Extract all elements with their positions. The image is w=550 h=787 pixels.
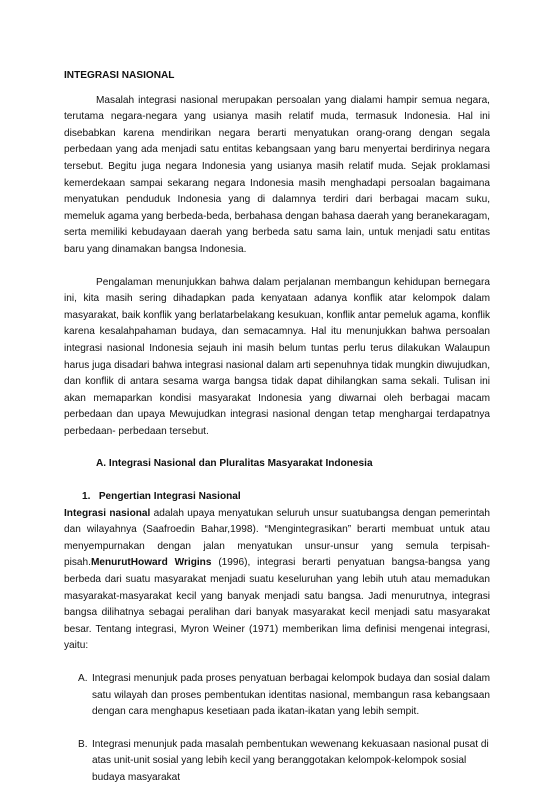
list-item-text: Integrasi menunjuk pada masalah pembentukan wewenang kekuasaan nasional pusat di atas unit-unit sosial yang lebih kecil yang beranggotakan kelompok-kelompok sosial budaya masyarakat bbox=[92, 738, 489, 783]
definition-text-2: (1996), integrasi berarti penyatuan bangsa-bangsa yang berbeda dari suatu masyarakat menjadi suatu keseluruhan yang lebih utuh atau memadukan masyarakat-masyarakat kecil yang banyak menjadi satu bangsa. Jadi menurutnya, integrasi bangsa dilihatnya sebagai peralihan dari banyak masyarakat kecil menjadi satu masyarakat besar. Tentang integrasi, Myron Weiner (1971) memberikan lima definisi mengenai integrasi, yaitu: bbox=[64, 557, 490, 652]
paragraph-spacer bbox=[64, 259, 490, 275]
paragraph-definition bbox=[64, 506, 490, 655]
definition-text-1: adalah upaya menyatukan seluruh unsur suatubangsa dengan pemerintah dan wilayahnya (Saafroedin Bahar,1998). “Mengintegrasikan” berarti membuat untuk atau menyempurnakan dengan jalan menyatukan unsur-unsur yang semula terpisah-pisah. bbox=[64, 507, 491, 569]
paragraph-spacer bbox=[64, 721, 490, 737]
list-marker: A. bbox=[78, 673, 88, 684]
subsection-title: Pengertian Integrasi Nasional bbox=[98, 491, 241, 503]
list-item bbox=[64, 671, 490, 721]
subsection-number: 1. bbox=[82, 491, 91, 503]
list-item-text: Integrasi menunjuk pada proses penyatuan berbagai kelompok budaya dan sosial dalam satu wilayah dan proses pembentukan identitas nasional, membangun rasa kebangsaan dengan cara menghapus kesetiaan pada ikatan-ikatan yang lebih sempit. bbox=[92, 673, 490, 718]
paragraph-spacer bbox=[64, 440, 490, 456]
list-item bbox=[64, 737, 490, 787]
document-title: INTEGRASI NASIONAL bbox=[64, 70, 175, 81]
paragraph-experience: Pengalaman menunjukkan bahwa dalam perjalanan membangun kehidupan bernegara ini, kita masih sering dihadapkan pada kenyataan adanya konflik atar kelompok dalam masyarakat, baik konflik yang berlatarbelakang kesukuan, konflik antar pemeluk agama, konflik karena kesalahpahaman budaya, dan semacamnya. Hal itu menunjukkan bahwa persoalan integrasi nasional Indonesia sejauh ini masih belum tuntas perlu terus dilakukan Walaupun harus juga disadari bahwa integrasi nasional dalam arti sepenuhnya tidak mungkin diwujudkan, dan konflik di antara sesama warga bangsa tidak dapat dihilangkan sama sekali. Tulisan ini akan memaparkan kondisi masyarakat Indonesia yang diwarnai oleh berbagai macam perbedaan dan upaya Mewujudkan integrasi nasional dengan tetap menghargai terdapatnya perbedaan- perbedaan tersebut. bbox=[64, 276, 490, 437]
paragraph-spacer bbox=[64, 655, 490, 671]
section-heading-a: A. Integrasi Nasional dan Pluralitas Masyarakat Indonesia bbox=[96, 458, 373, 470]
subsection-heading-1 bbox=[64, 489, 490, 506]
paragraph-intro: Masalah integrasi nasional merupakan persoalan yang dialami hampir semua negara, terutama negara-negara yang usianya masih relatif muda, termasuk Indonesia. Hal ini disebabkan karena mendirikan negara berarti menyatukan orang-orang dengan segala perbedaan yang ada menjadi satu entitas kebangsaan yang baru menyertai berdirinya negara tersebut. Begitu juga negara Indonesia yang usianya masih relatif muda. Sejak proklamasi kemerdekaan sampai sekarang negara Indonesia masih menghadapi persoalan bagaimana menyatukan penduduk Indonesia yang di dalamnya terdiri dari berbagai macam suku, memeluk agama yang berbeda-beda, berbahasa dengan bahasa daerah yang beranekaragam, serta memiliki kebudayaan daerah yang berbeda satu sama lain, untuk menjadi satu entitas baru yang dinamakan bangsa Indonesia. bbox=[64, 94, 490, 255]
term-integrasi-nasional: Integrasi nasional bbox=[64, 507, 151, 519]
author-name-wrigins: MenurutHoward Wrigins bbox=[90, 557, 212, 569]
paragraph-spacer bbox=[64, 473, 490, 489]
list-marker: B. bbox=[78, 738, 88, 750]
